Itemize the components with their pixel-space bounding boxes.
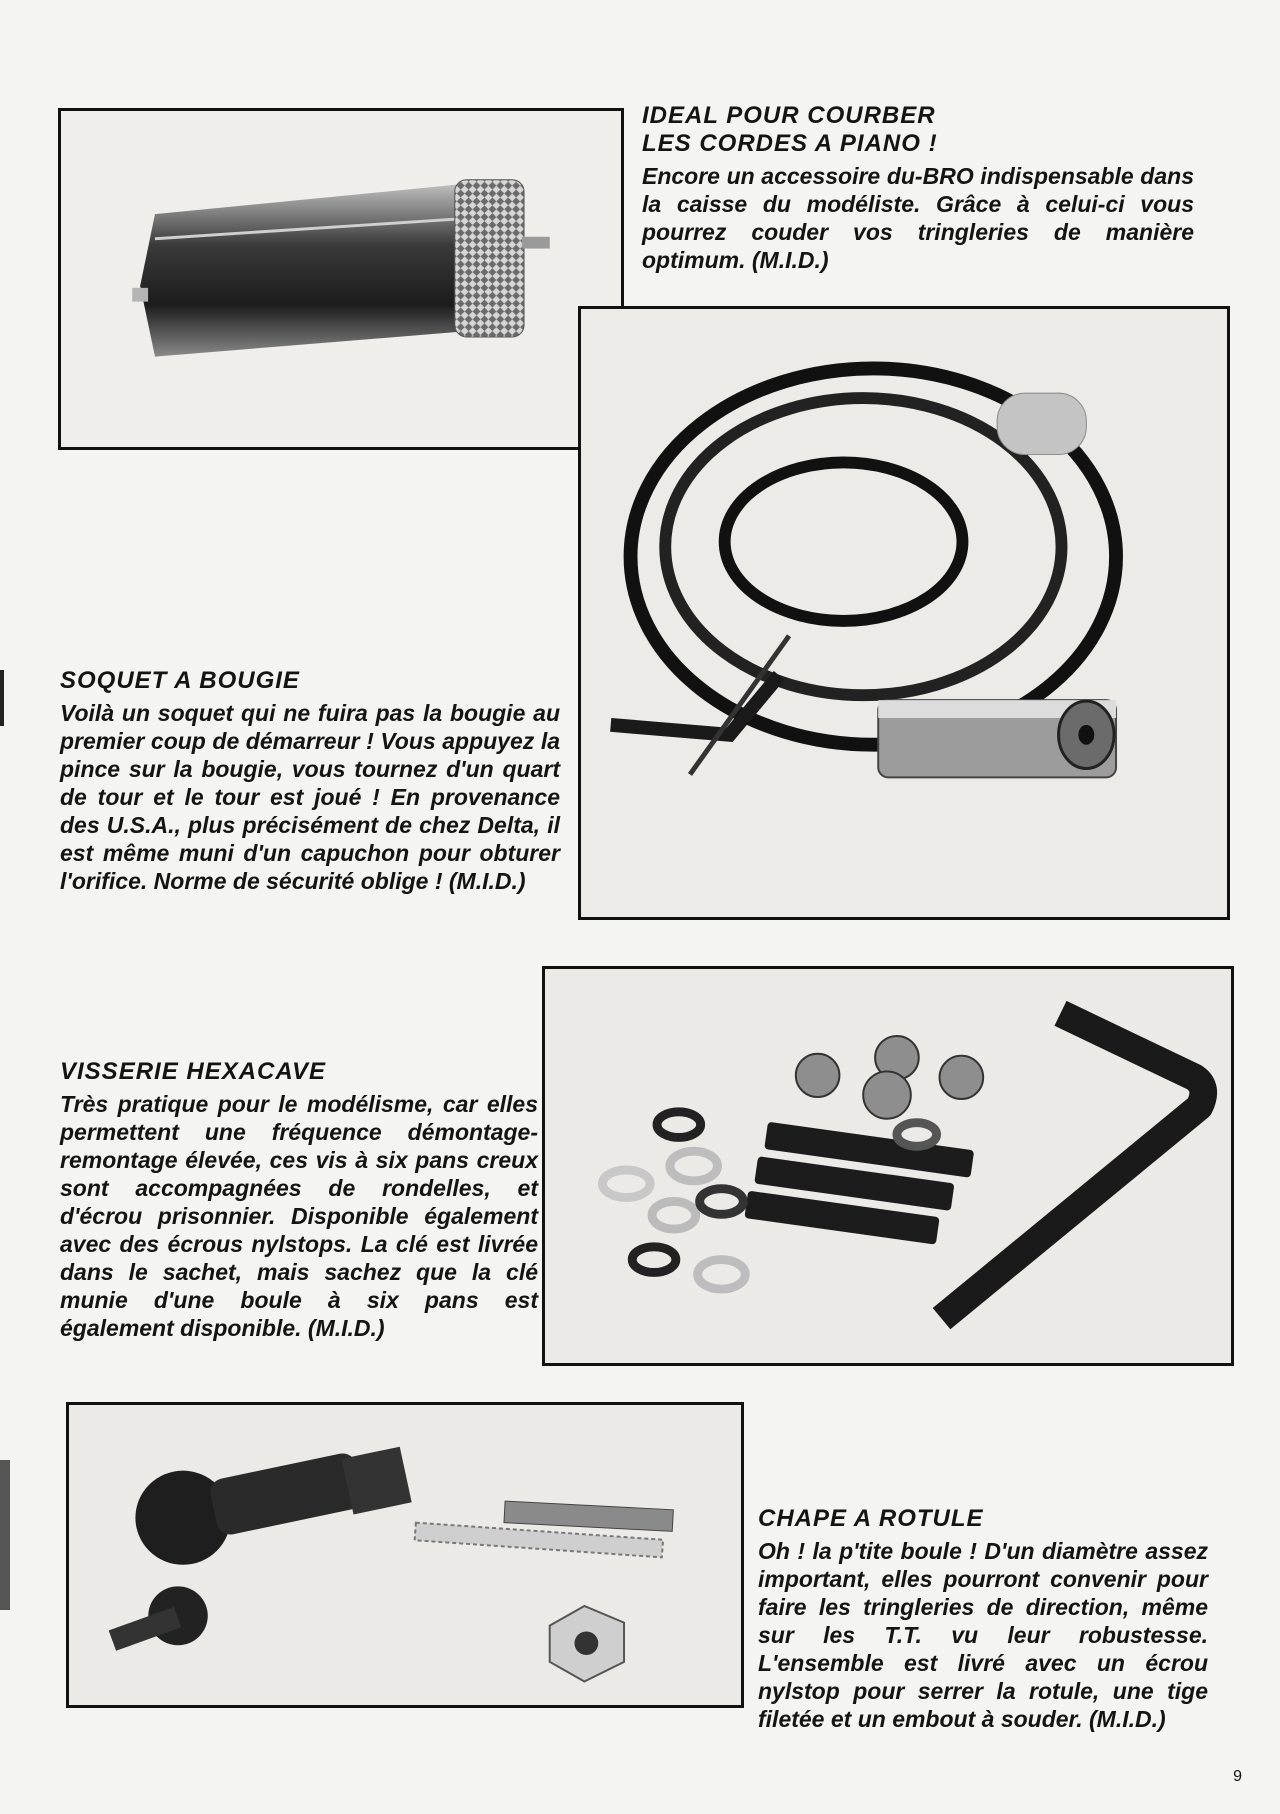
page-number: 9 [1233,1768,1242,1785]
article-ball-link [758,1505,1208,1733]
page-edge-mark [0,670,4,726]
article-body: Très pratique pour le modélisme, car elles permettent une fréquence démontage-remontage élevée, ces vis à six pans creux sont accompagnées de rondelles, et d'écrou prisonnier. Disponible également avec des écrous nylstops. La clé est livrée dans le sachet, mais sachez que la clé munie d'une boule à six pans est également disponible. (M.I.D.) [60,1091,538,1341]
photo-wire-bender [58,108,624,450]
title-line: LES CORDES A PIANO ! [642,130,938,157]
article-body: Voilà un soquet qui ne fuira pas la bougie au premier coup de démarreur ! Vous appuyez la pince sur la bougie, vous tournez d'un quart de tour et le tour est joué ! En provenance des U.S.A., plus précisément de chez Delta, il est même muni d'un capuchon pour obturer l'orifice. Norme de sécurité oblige ! (M.I.D.) [60,700,560,894]
photo-ball-link [66,1402,744,1708]
page-edge-mark [0,1460,10,1610]
article-title [642,102,1194,158]
article-hex-screws [60,1058,538,1342]
article-body: Encore un accessoire du-BRO indispensable dans la caisse du modéliste. Grâce à celui-ci vous pourrez couder vos tringleries de manière optimum. (M.I.D.) [642,163,1194,273]
hex-screws-illustration [545,969,1231,1363]
article-glow-plug-socket [60,667,560,895]
glow-plug-socket-illustration [581,309,1227,917]
photo-glow-plug-socket [578,306,1230,920]
article-body: Oh ! la p'tite boule ! D'un diamètre assez important, elles pourront convenir pour faire les tringleries de direction, même sur les T.T. vu leur robustesse. L'ensemble est livré avec un écrou nylstop pour serrer la rotule, une tige filetée et un embout à souder. (M.I.D.) [758,1538,1208,1732]
article-title: CHAPE A ROTULE [758,1505,984,1532]
wire-bender-illustration [61,111,621,447]
article-title: SOQUET A BOUGIE [60,667,300,694]
title-line: IDEAL POUR COURBER [642,102,936,129]
article-title: VISSERIE HEXACAVE [60,1058,326,1085]
photo-hex-screws [542,966,1234,1366]
ball-link-illustration [69,1405,741,1705]
article-wire-bender [642,102,1194,274]
